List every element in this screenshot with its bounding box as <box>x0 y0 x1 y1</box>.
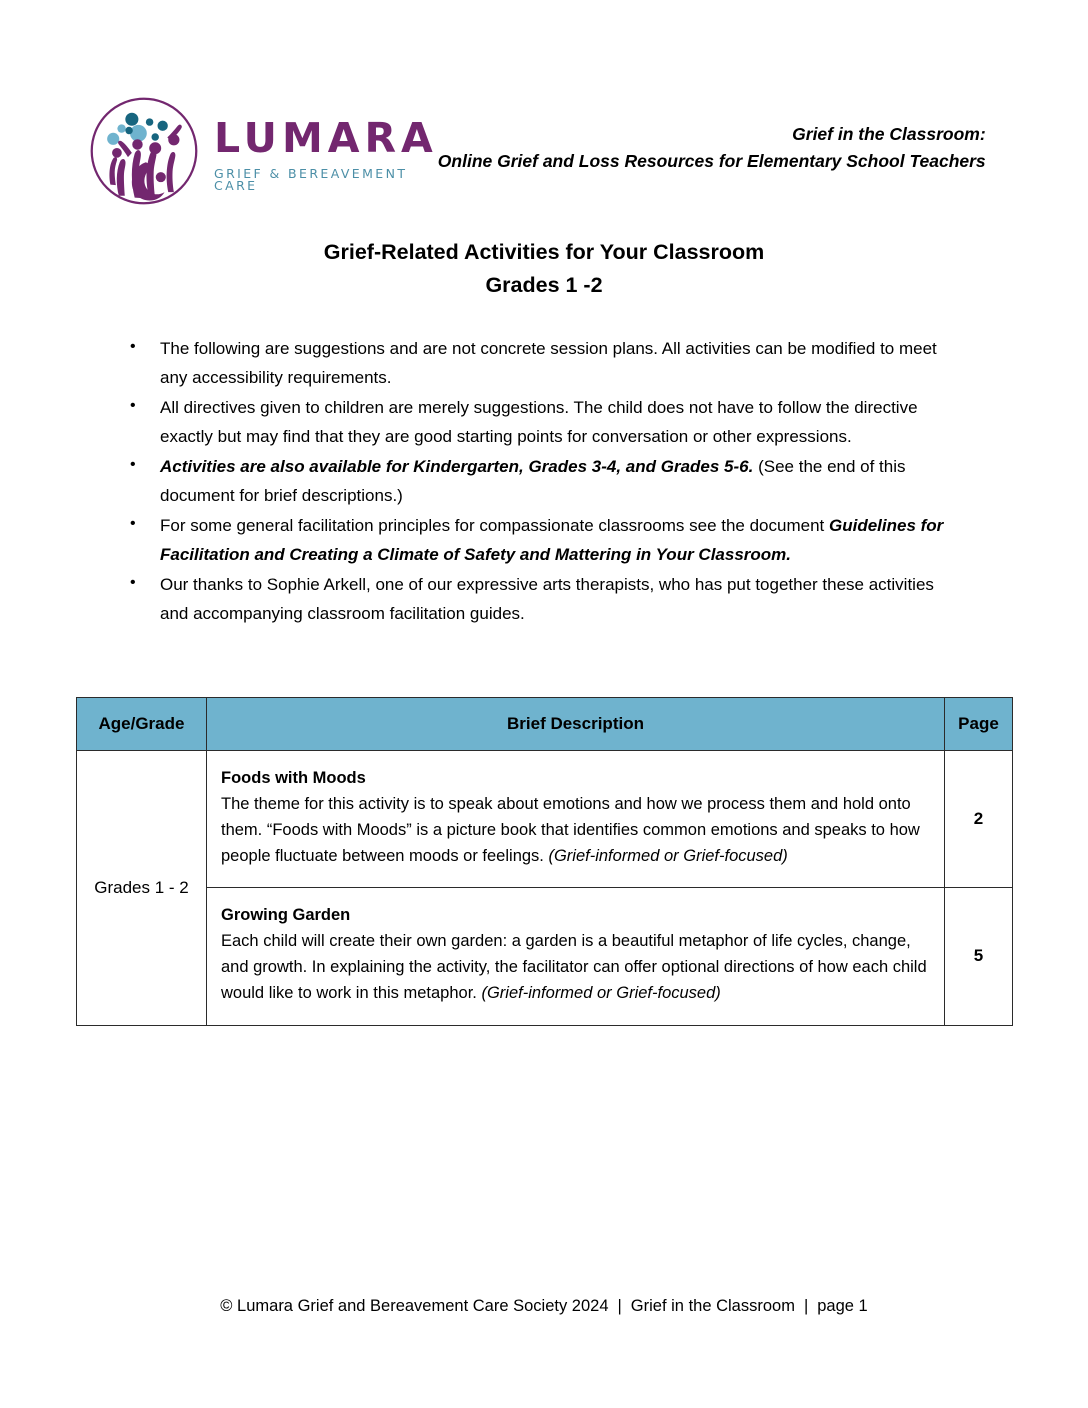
activity-description-text <box>221 928 928 1006</box>
table-row <box>77 751 1013 888</box>
activity-description-text <box>221 791 928 869</box>
cell-grade-group: Grades 1 - 2 <box>77 751 207 1026</box>
page-title <box>0 236 1088 303</box>
header-title-line2: Online Grief and Loss Resources for Elementary School Teachers <box>437 151 986 172</box>
brand-tagline: GRIEF & BEREAVEMENT CARE <box>214 165 408 193</box>
bullet-text-segment: (See the end of this document for brief descriptions.) <box>160 456 906 506</box>
activity-summary-table <box>76 697 1013 1026</box>
bullet-text-segment: For some general facilitation principles for compassionate classrooms see the document <box>160 515 829 535</box>
intro-bullet-item <box>130 511 955 569</box>
table-header-row <box>77 698 1013 751</box>
table-header <box>77 698 1013 751</box>
column-header-brief-description: Brief Description <box>207 698 945 751</box>
table-row <box>77 888 1013 1025</box>
footer-page-number: page 1 <box>817 1297 868 1315</box>
header-title-line1: Grief in the Classroom: <box>792 124 986 144</box>
activity-approach-tag: (Grief-informed or Grief-focused) <box>548 847 788 866</box>
activity-name: Growing Garden <box>221 906 351 925</box>
table-body <box>77 751 1013 1026</box>
page-footer <box>0 1297 1088 1316</box>
footer-doc-name: Grief in the Classroom <box>630 1297 795 1315</box>
activity-description-body: The theme for this activity is to speak about emotions and how we process them and hold onto them. “Foods with Moods” is a picture book that identifies common emotions and speaks to how people fluctuate between moods or feelings. <box>221 795 920 866</box>
cell-brief-description <box>207 751 945 888</box>
column-header-age-grade: Age/Grade <box>77 698 207 751</box>
header-title <box>438 95 986 175</box>
bullet-text-segment: The following are suggestions and are not concrete session plans. All activities can be modified to meet any accessibility requirements. <box>160 339 937 388</box>
page-title-line2: Grades 1 -2 <box>485 273 603 298</box>
column-header-page: Page <box>945 698 1013 751</box>
bullet-text-segment: Guidelines for Facilitation and Creating a Climate of Safety and Mattering in Your Classroom. <box>160 515 944 565</box>
lumara-wordmark <box>214 110 438 193</box>
intro-bullet-list <box>130 334 955 629</box>
brand-name: LUMARA <box>214 113 438 162</box>
document-header <box>0 95 1088 220</box>
cell-page-number: 2 <box>945 751 1013 888</box>
bullet-text-segment: Our thanks to Sophie Arkell, one of our expressive arts therapists, who has put together these activities and accompanying classroom facilitation guides. <box>160 574 934 624</box>
lumara-logo <box>88 95 438 207</box>
footer-separator-1: | <box>617 1297 622 1315</box>
activity-approach-tag: (Grief-informed or Grief-focused) <box>481 984 721 1003</box>
footer-copyright: © Lumara Grief and Bereavement Care Society 2024 <box>220 1297 609 1315</box>
page-title-line1: Grief-Related Activities for Your Classroom <box>323 240 765 264</box>
intro-bullet-item <box>130 452 955 510</box>
intro-bullet-item <box>130 570 955 628</box>
bullet-text-segment: All directives given to children are merely suggestions. The child does not have to follow the directive exactly but may find that they are good starting points for conversation or other expressions. <box>160 397 918 447</box>
cell-page-number: 5 <box>945 888 1013 1025</box>
footer-separator-2: | <box>803 1297 809 1315</box>
intro-bullet-item <box>130 393 955 451</box>
activity-description-body: Each child will create their own garden: a garden is a beautiful metaphor of life cycles, change, and growth. In explaining the activity, the facilitator can offer optional directions of how each child would like to work in this metaphor. <box>221 932 927 1003</box>
activity-name: Foods with Moods <box>221 769 366 787</box>
lumara-circle-logo-icon <box>88 95 200 207</box>
cell-brief-description <box>207 888 945 1025</box>
bullet-text-segment: Activities are also available for Kindergarten, Grades 3-4, and Grades 5-6. <box>160 456 754 476</box>
intro-bullet-item <box>130 334 955 392</box>
